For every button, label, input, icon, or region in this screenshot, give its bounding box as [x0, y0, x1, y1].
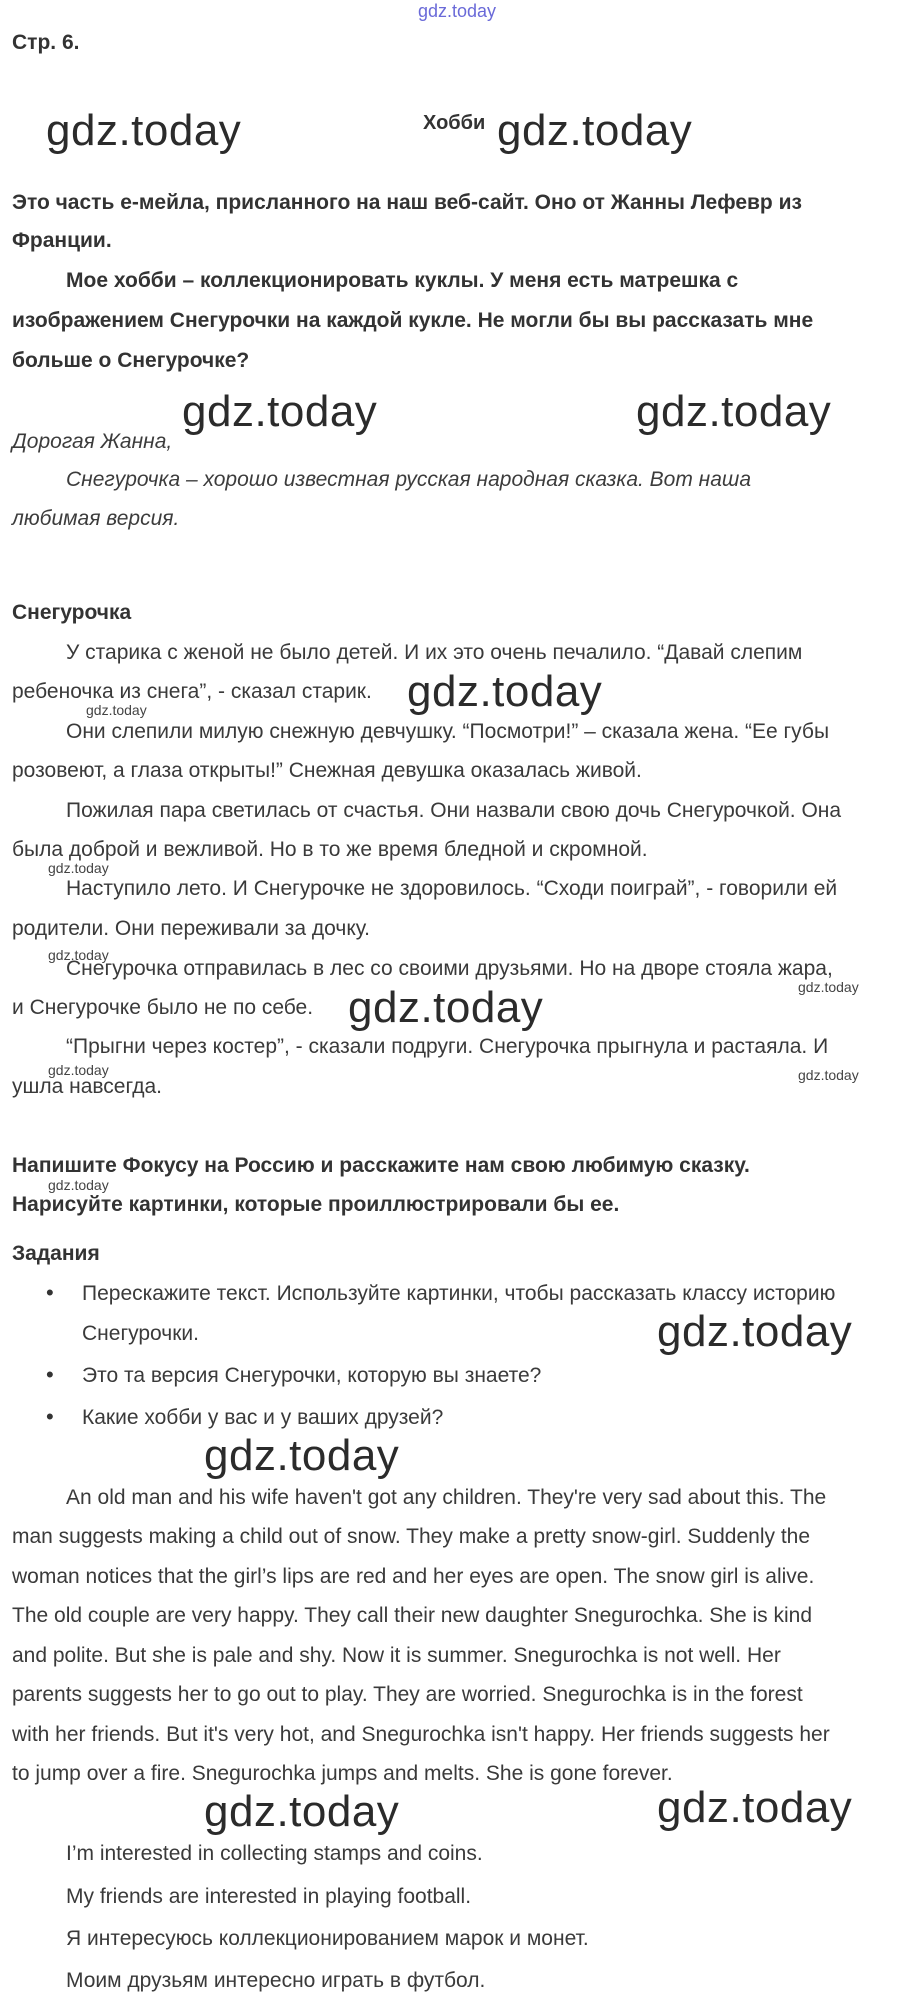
watermark: gdz.today: [407, 667, 603, 716]
tasks-title: Задания: [12, 1242, 100, 1265]
bullet-icon: •: [46, 1280, 54, 1305]
story-line: ребеночка из снега”, - сказал старик.: [12, 680, 372, 703]
watermark-small: gdz.today: [798, 979, 859, 995]
story-line: розовеют, а глаза открыты!” Снежная девушка оказалась живой.: [12, 759, 642, 782]
english-line: man suggests making a child out of snow. They make a pretty snow-girl. Suddenly the: [12, 1525, 811, 1548]
english-line: to jump over a fire. Snegurochka jumps and melts. She is gone forever.: [12, 1762, 673, 1785]
quote-line: Мое хобби – коллекционировать куклы. У меня есть матрешка с: [66, 269, 739, 292]
story-line: Снегурочка отправилась в лес со своими друзьями. Но на дворе стояла жара,: [66, 957, 833, 980]
watermark-top: gdz.today: [418, 1, 497, 21]
watermark: gdz.today: [204, 1431, 400, 1480]
answer-line: My friends are interested in playing football.: [66, 1885, 472, 1908]
story-line: родители. Они переживали за дочку.: [12, 917, 370, 940]
reply-line: Снегурочка – хорошо известная русская народная сказка. Вот наша: [66, 468, 752, 491]
page-title: Хобби: [423, 112, 486, 134]
watermark-small: gdz.today: [48, 1062, 109, 1078]
story-line: была доброй и вежливой. Но в то же время бледной и скромной.: [12, 838, 648, 861]
story-line: и Снегурочке было не по себе.: [12, 996, 314, 1019]
quote-line: изображением Снегурочки на каждой кукле. Не могли бы вы рассказать мне: [12, 309, 814, 332]
story-line: Наступило лето. И Снегурочке не здоровилось. “Сходи поиграй”, - говорили ей: [66, 877, 838, 900]
watermark: gdz.today: [46, 106, 242, 155]
answer-line: Моим друзьям интересно играть в футбол.: [66, 1969, 486, 1992]
watermark-small: gdz.today: [48, 947, 109, 963]
story-title: Снегурочка: [12, 601, 132, 624]
watermark: gdz.today: [182, 387, 378, 436]
english-line: An old man and his wife haven't got any children. They're very sad about this. The: [66, 1486, 827, 1509]
task-item: Какие хобби у вас и у ваших друзей?: [82, 1406, 444, 1429]
watermark: gdz.today: [636, 387, 832, 436]
story-line: У старика с женой не было детей. И их это очень печалило. “Давай слепим: [66, 641, 803, 664]
cta-line: Напишите Фокусу на Россию и расскажите нам свою любимую сказку.: [12, 1154, 750, 1177]
story-line: “Прыгни через костер”, - сказали подруги. Снегурочка прыгнула и растаяла. И: [66, 1035, 829, 1058]
intro-line: Это часть е-мейла, присланного на наш веб-сайт. Оно от Жанны Лефевр из: [12, 191, 802, 214]
intro-line: Франции.: [12, 229, 112, 252]
bullet-icon: •: [46, 1362, 54, 1387]
page-ref: Стр. 6.: [12, 31, 80, 54]
english-line: woman notices that the girl’s lips are red and her eyes are open. The snow girl is alive.: [12, 1565, 815, 1588]
watermark: gdz.today: [204, 1787, 400, 1836]
watermark: gdz.today: [657, 1307, 853, 1356]
english-line: and polite. But she is pale and shy. Now it is summer. Snegurochka is not well. Her: [12, 1644, 781, 1667]
story-line: Пожилая пара светилась от счастья. Они назвали свою дочь Снегурочкой. Она: [66, 799, 842, 822]
watermark: gdz.today: [348, 983, 544, 1032]
watermark-small: gdz.today: [48, 1177, 109, 1193]
story-line: ушла навсегда.: [12, 1075, 162, 1098]
answer-line: Я интересуюсь коллекционированием марок и монет.: [66, 1927, 589, 1950]
task-item: Это та версия Снегурочки, которую вы знаете?: [82, 1364, 542, 1387]
reply-line: любимая версия.: [12, 507, 180, 530]
english-line: with her friends. But it's very hot, and Snegurochka isn't happy. Her friends suggests her: [12, 1723, 830, 1746]
answer-line: I’m interested in collecting stamps and coins.: [66, 1842, 483, 1865]
cta-line: Нарисуйте картинки, которые проиллюстрировали бы ее.: [12, 1193, 620, 1216]
watermark-small: gdz.today: [48, 860, 109, 876]
bullet-icon: •: [46, 1404, 54, 1429]
english-line: parents suggests her to go out to play. They are worried. Snegurochka is in the forest: [12, 1683, 803, 1706]
quote-line: больше о Снегурочке?: [12, 349, 250, 372]
watermark-small: gdz.today: [86, 702, 147, 718]
task-item: Перескажите текст. Используйте картинки, чтобы рассказать классу историю: [82, 1282, 836, 1305]
watermark: gdz.today: [657, 1783, 853, 1832]
task-item: Снегурочки.: [82, 1322, 199, 1345]
watermark-small: gdz.today: [798, 1067, 859, 1083]
english-line: The old couple are very happy. They call their new daughter Snegurochka. She is kind: [12, 1604, 813, 1627]
salutation: Дорогая Жанна,: [12, 430, 173, 453]
watermark: gdz.today: [497, 106, 693, 155]
story-line: Они слепили милую снежную девчушку. “Посмотри!” – сказала жена. “Ее губы: [66, 720, 830, 743]
